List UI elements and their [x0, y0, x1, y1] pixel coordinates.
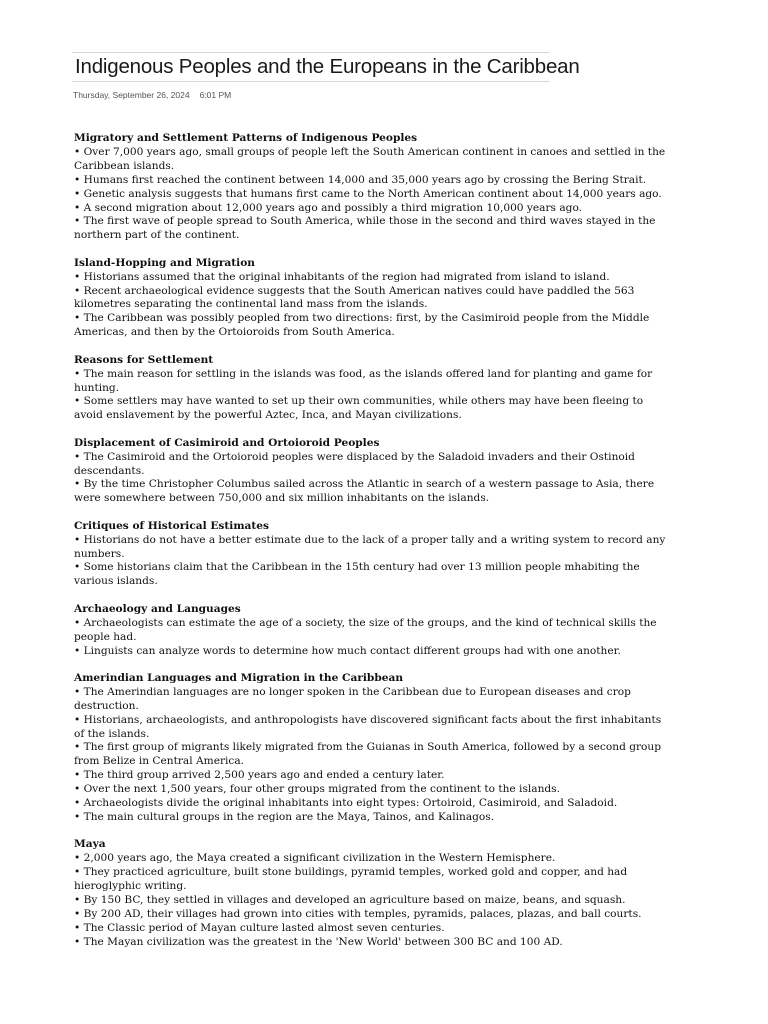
section	[74, 672, 674, 825]
bullet-item: • Over 7,000 years ago, small groups of people left the South American continent in canoes and settled in the Caribbean islands.	[74, 146, 674, 174]
bullet-item: • By 200 AD, their villages had grown into cities with temples, pyramids, palaces, plazas, and ball courts.	[74, 908, 674, 922]
bullet-item: • The Classic period of Mayan culture lasted almost seven centuries.	[74, 922, 674, 936]
note-body[interactable]	[74, 132, 674, 963]
bullet-item: • The main cultural groups in the region are the Maya, Tainos, and Kalinagos.	[74, 811, 674, 825]
bullet-list	[74, 534, 674, 590]
bullet-list	[74, 852, 674, 949]
title-divider-top	[72, 52, 550, 53]
section	[74, 257, 674, 340]
bullet-item: • Genetic analysis suggests that humans first came to the North American continent about 14,000 years ago.	[74, 188, 674, 202]
bullet-item: • Archaeologists can estimate the age of a society, the size of the groups, and the kind of technical skills the people had.	[74, 617, 674, 645]
bullet-item: • Humans first reached the continent between 14,000 and 35,000 years ago by crossing the Bering Strait.	[74, 174, 674, 188]
section	[74, 603, 674, 659]
bullet-item: • By the time Christopher Columbus sailed across the Atlantic in search of a western passage to Asia, there were somewhere between 750,000 and six million inhabitants on the islands.	[74, 478, 674, 506]
section-heading: Migratory and Settlement Patterns of Indigenous Peoples	[74, 132, 418, 144]
section	[74, 354, 674, 424]
bullet-list	[74, 368, 674, 424]
bullet-item: • By 150 BC, they settled in villages and developed an agriculture based on maize, beans, and squash.	[74, 894, 674, 908]
bullet-item: • The main reason for settling in the islands was food, as the islands offered land for planting and game for hunting.	[74, 368, 674, 396]
section-heading: Reasons for Settlement	[74, 353, 214, 366]
bullet-item: • The Amerindian languages are no longer spoken in the Caribbean due to European diseases and crop destruction.	[74, 686, 674, 714]
bullet-item: • Some settlers may have wanted to set up their own communities, while others may have been fleeing to avoid enslavement by the powerful Aztec, Inca, and Mayan civilizations.	[74, 395, 674, 423]
page-time: 6:01 PM	[199, 90, 232, 100]
section	[74, 520, 674, 590]
bullet-list	[74, 686, 674, 825]
page-date: Thursday, September 26, 2024	[73, 90, 190, 100]
bullet-item: • Historians, archaeologists, and anthropologists have discovered significant facts about the first inhabitants of the islands.	[74, 714, 674, 742]
bullet-item: • Linguists can analyze words to determine how much contact different groups had with one another.	[74, 645, 674, 659]
bullet-list	[74, 271, 674, 341]
bullet-list	[74, 451, 674, 507]
page-timestamp	[73, 90, 231, 100]
bullet-item: • Historians assumed that the original inhabitants of the region had migrated from island to island.	[74, 271, 674, 285]
bullet-item: • 2,000 years ago, the Maya created a significant civilization in the Western Hemisphere.	[74, 852, 674, 866]
bullet-item: • They practiced agriculture, built stone buildings, pyramid temples, worked gold and copper, and had hieroglyphic writing.	[74, 866, 674, 894]
bullet-item: • The Caribbean was possibly peopled from two directions: first, by the Casimiroid people from the Middle Americas, and then by the Ortoioroids from South America.	[74, 312, 674, 340]
section	[74, 132, 674, 243]
bullet-item: • Archaeologists divide the original inhabitants into eight types: Ortoiroid, Casimiroid, and Saladoid.	[74, 797, 674, 811]
bullet-list	[74, 617, 674, 659]
bullet-item: • Recent archaeological evidence suggests that the South American natives could have paddled the 563 kilometres separating the continental land mass from the islands.	[74, 285, 674, 313]
section-heading: Island-Hopping and Migration	[74, 256, 255, 269]
bullet-item: • The third group arrived 2,500 years ago and ended a century later.	[74, 769, 674, 783]
bullet-item: • The Casimiroid and the Ortoioroid peoples were displaced by the Saladoid invaders and their Ostinoid descendants.	[74, 451, 674, 479]
page-title[interactable]: Indigenous Peoples and the Europeans in the Caribbean	[75, 55, 580, 78]
section	[74, 838, 674, 949]
bullet-item: • The first group of migrants likely migrated from the Guianas in South America, followed by a second group from Belize in Central America.	[74, 741, 674, 769]
bullet-item: • The first wave of people spread to South America, while those in the second and third waves stayed in the northern part of the continent.	[74, 215, 674, 243]
section-heading: Displacement of Casimiroid and Ortoioroid Peoples	[74, 436, 380, 449]
section-heading: Amerindian Languages and Migration in the Caribbean	[74, 671, 404, 684]
section-heading: Maya	[74, 838, 106, 851]
bullet-item: • Over the next 1,500 years, four other groups migrated from the continent to the islands.	[74, 783, 674, 797]
section-heading: Archaeology and Languages	[74, 602, 241, 615]
title-divider-bottom	[72, 81, 550, 82]
section	[74, 437, 674, 507]
bullet-item: • Some historians claim that the Caribbean in the 15th century had over 13 million people mhabiting the various islands.	[74, 561, 674, 589]
bullet-item: • The Mayan civilization was the greatest in the 'New World' between 300 BC and 100 AD.	[74, 936, 674, 950]
section-heading: Critiques of Historical Estimates	[74, 519, 269, 532]
bullet-list	[74, 146, 674, 243]
bullet-item: • A second migration about 12,000 years ago and possibly a third migration 10,000 years ago.	[74, 202, 674, 216]
bullet-item: • Historians do not have a better estimate due to the lack of a proper tally and a writing system to record any numbers.	[74, 534, 674, 562]
